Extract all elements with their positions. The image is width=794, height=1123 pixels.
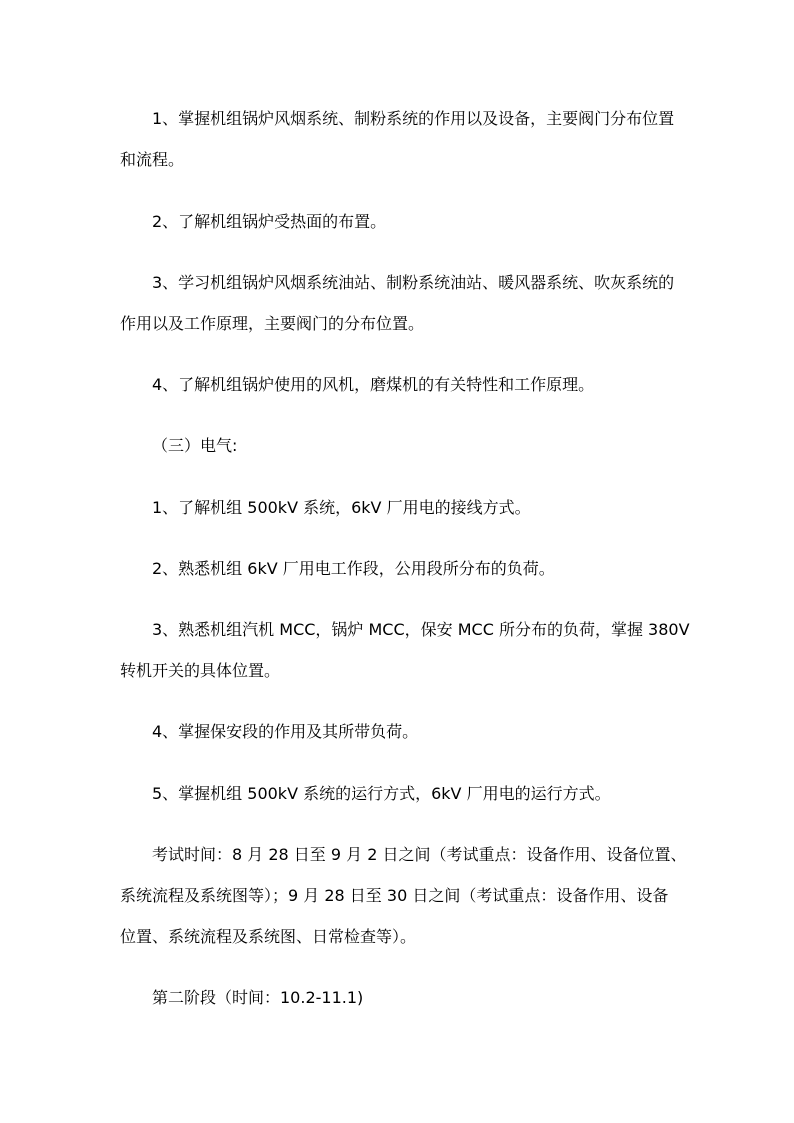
paragraph-electrical-item-2	[120, 548, 676, 589]
paragraph-boiler-item-2	[120, 201, 676, 242]
text-line: 和流程。	[120, 150, 185, 169]
paragraph-stage-two	[120, 977, 676, 1018]
text-line: 3、熟悉机组汽机 MCC，锅炉 MCC，保安 MCC 所分布的负荷，掌握 380V	[152, 620, 690, 639]
paragraph-boiler-item-1	[120, 98, 676, 180]
paragraph-boiler-item-4	[120, 364, 676, 405]
text-line: 作用以及工作原理，主要阀门的分布位置。	[120, 314, 425, 333]
paragraph-electrical-item-1	[120, 487, 676, 528]
paragraph-exam-time	[120, 834, 687, 957]
text-line: （三）电气:	[152, 436, 238, 455]
text-line: 1、了解机组 500kV 系统，6kV 厂用电的接线方式。	[152, 498, 531, 517]
section-heading-electrical	[120, 425, 676, 466]
text-line: 第二阶段（时间：10.2-11.1)	[152, 988, 364, 1007]
text-line: 4、了解机组锅炉使用的风机，磨煤机的有关特性和工作原理。	[152, 375, 595, 394]
paragraph-electrical-item-5	[120, 773, 676, 814]
text-line: 位置、系统流程及系统图、日常检查等）。	[120, 927, 417, 946]
text-line: 2、了解机组锅炉受热面的布置。	[152, 212, 387, 231]
text-line: 1、掌握机组锅炉风烟系统、制粉系统的作用以及设备，主要阀门分布位置	[152, 109, 675, 128]
text-line: 4、掌握保安段的作用及其所带负荷。	[152, 722, 419, 741]
text-line: 考试时间：8 月 28 日至 9 月 2 日之间（考试重点：设备作用、设备位置、	[152, 845, 687, 864]
paragraph-electrical-item-3	[120, 609, 690, 691]
paragraph-electrical-item-4	[120, 711, 676, 752]
paragraph-boiler-item-3	[120, 262, 676, 344]
text-line: 2、熟悉机组 6kV 厂用电工作段，公用段所分布的负荷。	[152, 559, 555, 578]
text-line: 3、学习机组锅炉风烟系统油站、制粉系统油站、暖风器系统、吹灰系统的	[152, 273, 675, 292]
text-line: 转机开关的具体位置。	[120, 661, 281, 680]
text-line: 系统流程及系统图等）；9 月 28 日至 30 日之间（考试重点：设备作用、设备	[120, 886, 669, 905]
text-line: 5、掌握机组 500kV 系统的运行方式，6kV 厂用电的运行方式。	[152, 784, 611, 803]
